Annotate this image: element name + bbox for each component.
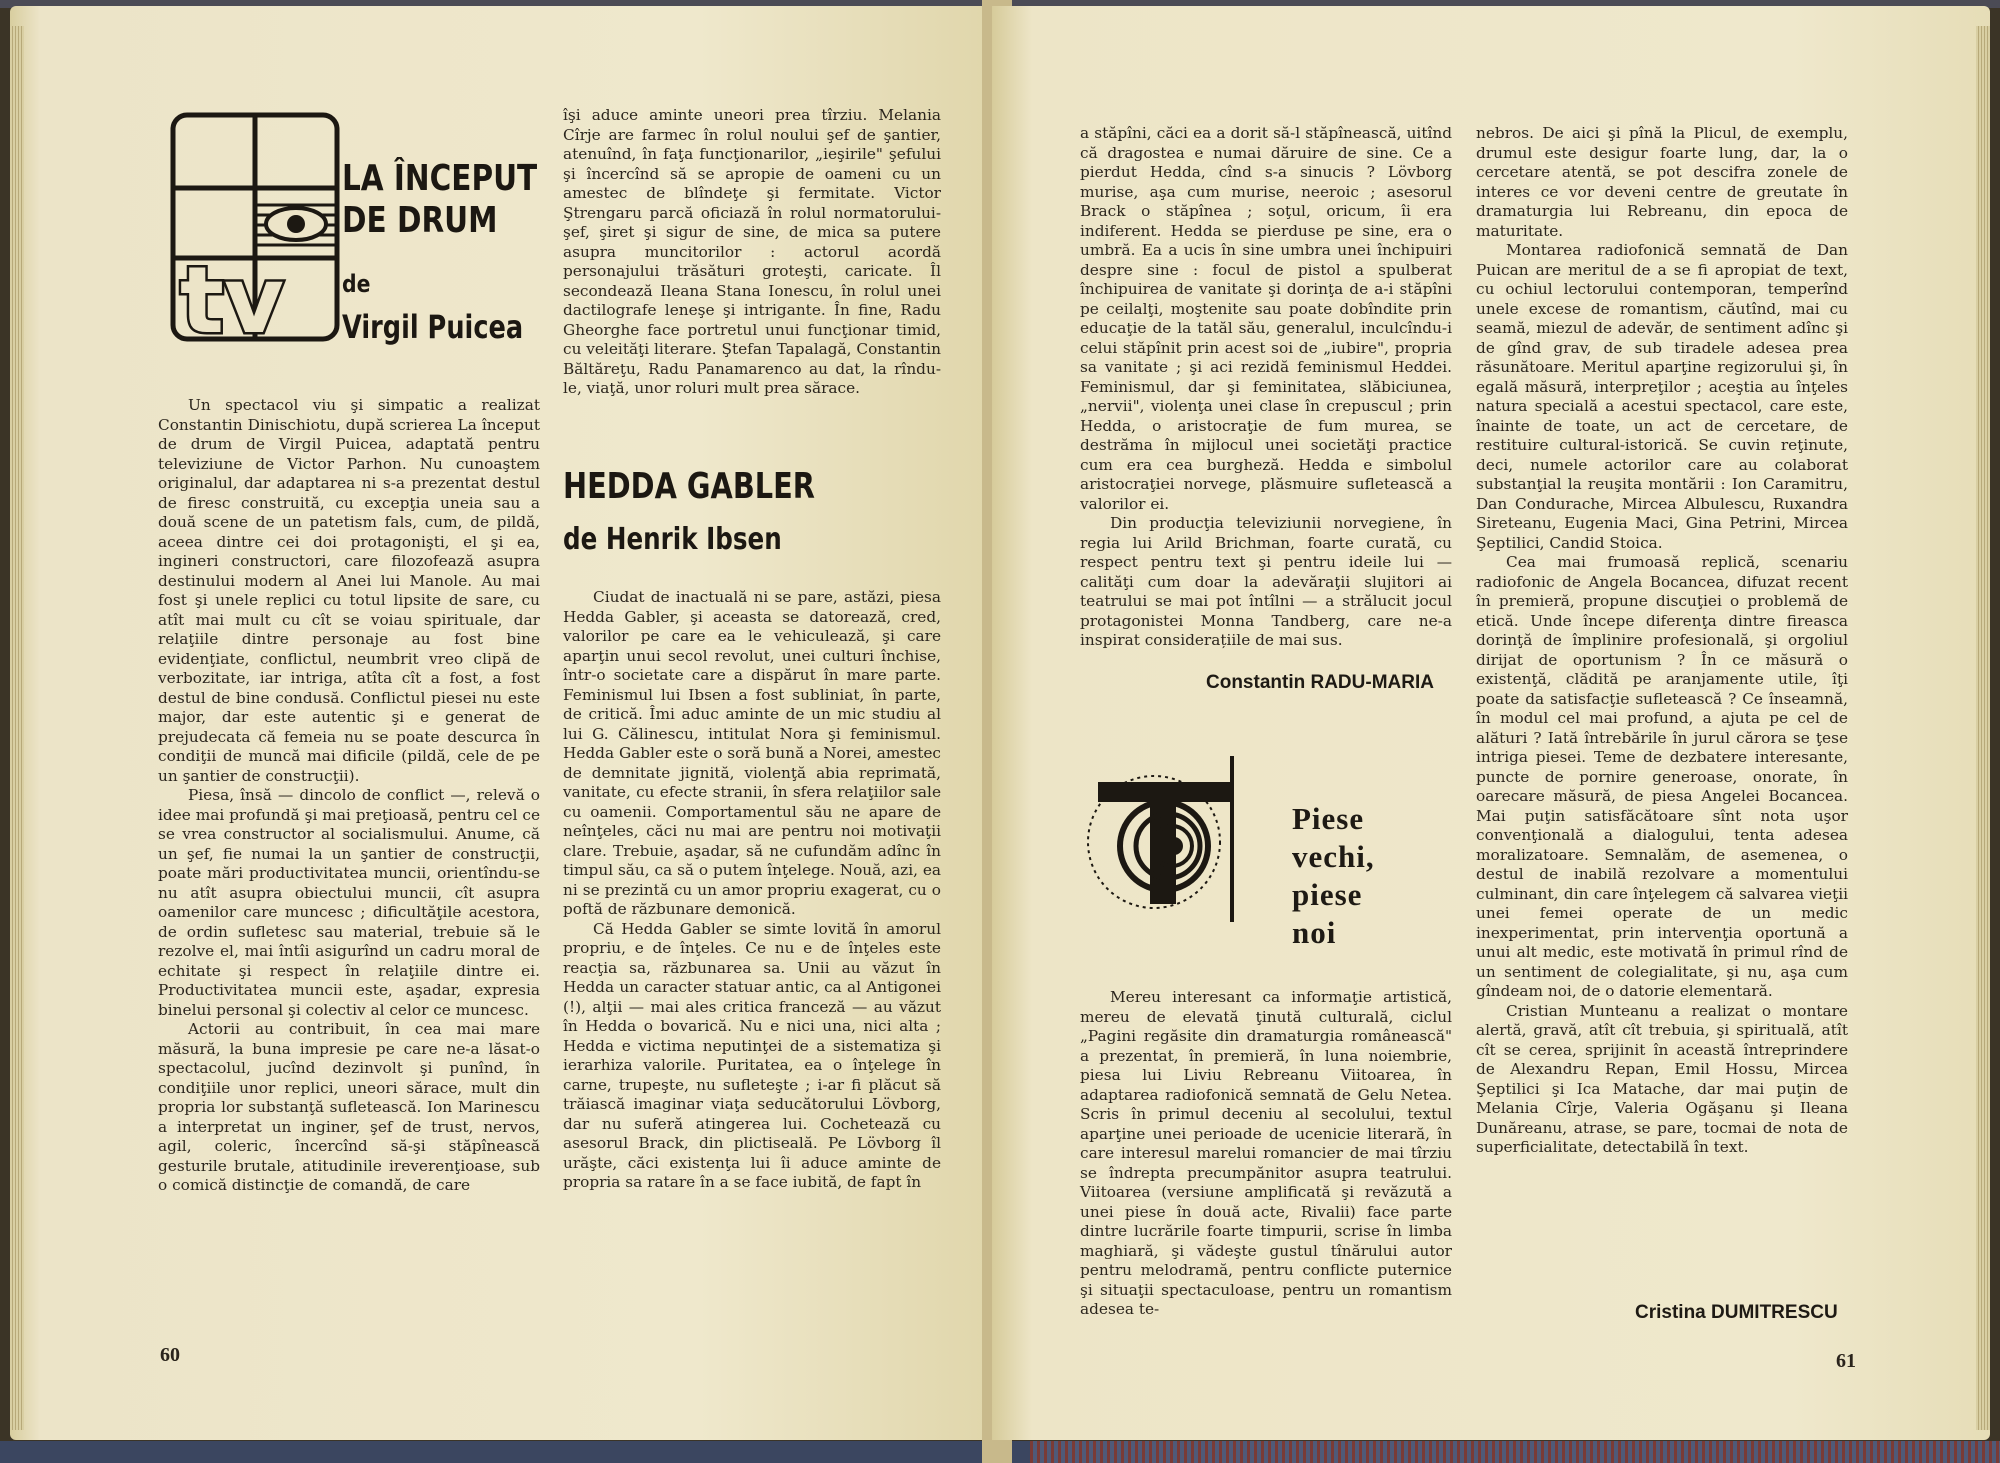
page-number: 60: [160, 1344, 180, 1366]
paragraph: Ciudat de inactuală ni se pare, astăzi, piesa Hedda Gabler, şi aceasta se datorează, cred, valorilor pe care ea le vehiculează, şi care aparţin unui secol revolut, unei culturi închise, într-o societate care a dispărut în mare parte. Feminismul lui Ibsen a fost subliniat, în parte, de critică. Îmi aduc aminte de un mic studiu al lui G. Călinescu, intitulat Nora şi feminismul. Hedda Gabler este o soră bună a Norei, amestec de demnitate jignită, violenţă abia reprimată, vanitate, cu efecte stranii, în sfera relaţiilor sale cu oamenii. Comportamentul său ne apare de neînţeles, căci nu mai are pentru noi motivaţii clare. Trebuie, aşadar, să ne cufundăm adînc în timpul său, ca să o putem înţelege. Nouă, azi, ea ni se prezintă cu un amor propriu exagerat, cu o poftă de răzbunare demonică.: [563, 588, 941, 918]
paragraph: Mereu interesant ca informaţie artistică, mereu de elevată ţinută culturală, ciclul „Pagini regăsite din dramaturgia românească" a prezentat, în premieră, în luna noiembrie, piesa lui Liviu Rebreanu Viitoarea, în adaptarea radiofonică semnată de Gelu Netea. Scris în primul deceniu al secolului, textul aparţine unei perioade de ucenicie literară, în care interesul marelui romancier de mai tîrziu se îndrepta precumpănitor asupra teatrului. Viitoarea (versiune amplificată şi revăzută a unei piese în două acte, Rivalii) face parte dintre lucrările foarte timpurii, scrise în limba maghiară, şi vădeşte gustul tînărului autor pentru melodramă, pentru conflicte puternice şi situaţii spectaculoase, pentru un romantism adesea te-: [1080, 988, 1452, 1318]
article-author: Virgil Puicea: [342, 308, 524, 346]
signature-dumitrescu: Cristina DUMITRESCU: [1635, 1302, 1838, 1323]
cover-cloth-pattern: [1030, 1441, 2000, 1463]
paragraph: Că Hedda Gabler se simte lovită în amorul propriu, e de înţeles. Ce nu e de înţeles este reacţia sa, răzbunarea sa. Unii au văzut în Hedda un caracter statuar antic, ca al Antigonei (!), alţii — mai ales critica franceză — au văzut în Hedda o bovarică. Nu e nici una, nici alta ; Hedda e victima neputinţei de a sistematiza şi ierarhiza valorile. Puritatea, ea o înţelege în carne, trupeşte, nu sufleteşte ; i-ar fi plăcut să trăiască imaginar viaţa seducătorului Lövborg, dar nu suferă atingerea lui. Cochetează cu asesorul Brack, din plictiseală. Pe Lövborg îl urăşte, căci existenţa lui îi aduce aminte de propria sa ratare în a se face iubită, de fapt în: [563, 919, 941, 1191]
tv-logo-icon: [170, 112, 340, 342]
signature-radu-maria: Constantin RADU-MARIA: [1206, 672, 1434, 693]
column-2-bottom: [563, 588, 941, 1193]
paragraph: Cea mai frumoasă replică, scenariu radiofonic de Angela Bocancea, difuzat recent în premieră, propune discuţiei o problemă de etică. Unde începe diferenţa dintre fireasca dorinţă de împlinire profesională, şi orgoliul dirijat de oportunism ? În ce măsură o existenţă, clădită pe aranjamente utile, îţi poate da satisfacţie sufletească ? Ce înseamnă, în modul cel mai profund, a ajuta pe cel de alături ? Iată întrebările în jurul cărora se ţese intriga piesei. Teme de dezbatere interesante, puncte de pornire generoase, onorate, în oarecare măsură, de piesa Angelei Bocancea. Mai puţin satisfăcătoare sînt nota uşor convenţională a dialogului, tenta adesea moralizatoare. Semnalăm, de asemenea, o destul de inabilă rezolvare a momentului culminant, din care înţelegem că salvarea vieţii unei femei operate de un medic inexperimentat, prin intervenţia oportună a unui alt medic, este motivată în primul rînd de un sentiment de colegialitate, şi nu, aşa cum gîndeam noi, de o datorie elementară.: [1476, 553, 1848, 1000]
right-page: [992, 6, 1990, 1440]
paragraph: îşi aduce aminte uneori prea tîrziu. Melania Cîrje are farmec în rolul noului şef de şantier, atenuînd, în faţa funcţionarilor, „ieşirile" şefului şi încercînd să se apropie de oameni cu un amestec de blîndeţe şi fermitate. Victor Ştrengaru parcă oficiază în rolul normatorului-şef, şiret şi sigur de sine, de mica sa putere asupra muncitorilor : actorul acordă personajului trăsături groteşti, caricate. Îl secondează Ileana Stana Ionescu, în rolul unei dactilografe leneşe şi intrigante. În fine, Radu Gheorghe face portretul unui funcţionar timid, cu veleităţi literare. Ştefan Tapalagă, Constantin Băltăreţu, Radu Panamarenco au dat, la rîndu-le, viaţă, unor roluri mult prea sărace.: [563, 106, 941, 397]
radio-piese-vechi-logo-icon: [1084, 754, 1234, 924]
article-subtitle-ibsen: de Henrik Ibsen: [563, 522, 782, 557]
article-byline-de: de: [342, 270, 371, 298]
left-page: [10, 6, 992, 1440]
column-3-bottom: [1080, 988, 1452, 1320]
article-title-hedda-gabler: HEDDA GABLER: [563, 466, 815, 507]
column-1: [158, 396, 540, 1196]
paragraph: Piesa, însă — dincolo de conflict —, relevă o idee mai profundă şi mai preţioasă, pentru cel ce se vrea constructor al socialismului. Anume, că un şef, fie numai la un şantier de construcţii, poate mări productivitatea muncii, orientîndu-se nu atît asupra obiectului muncii, cît asupra oamenilor care muncesc ; dificultăţile acestora, de ordin sufletesc sau material, trebuie să le rezolve el, mai întîi asigurînd un cadru moral de echitate şi respect în relaţiile dintre ei. Productivitatea muncii este, aşadar, expresia binelui personal şi colectiv al celor ce muncesc.: [158, 786, 540, 1019]
paragraph: nebros. De aici şi pînă la Plicul, de exemplu, drumul este desigur foarte lung, dar, la o cercetare atentă, se pot descifra zonele de interes ce vor deveni centre de greutate în dramaturgia lui Rebreanu, din epoca de maturitate.: [1476, 124, 1848, 240]
paragraph: Montarea radiofonică semnată de Dan Puican are meritul de a se fi apropiat de text, cu ochiul lectorului contemporan, temperînd unele excese de romantism, căutînd, mai cu seamă, miezul de adevăr, de sentiment adînc şi de gînd grav, de sub tiradele adesea prea răsunătoare. Meritul aparţine regizorului şi, în egală măsură, interpreţilor ; aceştia au înţeles natura specială a acestui spectacol, care este, înainte de toate, un act de cercetare, de restituire cultural-istorică. Se cuvin reţinute, deci, numele actorilor care au colaborat substanţial la reuşita montării : Ion Caramitru, Dan Condurache, Mircea Albulescu, Ruxandra Sireteanu, Eugenia Maci, Gina Petrini, Mircea Şeptilici, Candid Stoica.: [1476, 241, 1848, 552]
article-title-piese-vechi: Piese vechi, piese noi: [1292, 801, 1375, 950]
column-2-top: [563, 106, 941, 399]
page-number: 61: [1836, 1350, 1856, 1372]
paragraph: Din producţia televiziunii norvegiene, în regia lui Arild Brichman, foarte curată, cu respect pentru text şi pentru ideile lui — calităţi cum doar la adevăraţii slujitori ai teatrului se mai pot întîlni — a strălucit jocul protagonistei Monna Tandberg, care ne-a inspirat considerațiile de mai sus.: [1080, 514, 1452, 649]
paragraph: Actorii au contribuit, în cea mai mare măsură, la buna impresie pe care ne-a lăsat-o spectacolul, jucînd dezinvolt şi punînd, în condiţiile unor replici, uneori sărace, mult din propria lor substanţă sufletească. Ion Marinescu a interpretat un inginer, şef de trust, nervos, agil, coleric, încercînd să-şi stăpînească gesturile brutale, atitudinile ireverenţioase, sub o comică distincţie de comandă, de care: [158, 1020, 540, 1194]
article-title-la-inceput: LA ÎNCEPUT DE DRUM: [342, 158, 538, 241]
column-3-top: [1080, 124, 1452, 651]
svg-text:tv: tv: [180, 247, 284, 342]
paragraph: Cristian Munteanu a realizat o montare alertă, gravă, atît cît trebuia, şi spirituală, atît cît se cerea, sprijinit în această întreprindere de Alexandru Repan, Emil Hossu, Mircea Şeptilici şi Ica Matache, dar mai puţin de Melania Cîrje, Valeria Ogăşanu şi Ileana Dunăreanu, atrase, se pare, tocmai de nota de superficialitate, detectabilă în text.: [1476, 1001, 1848, 1156]
column-4: [1476, 124, 1848, 1158]
paragraph: a stăpîni, căci ea a dorit să-l stăpînească, uitînd că dragostea e numai dăruire de sine. Ce a pierdut Hedda, cînd s-a sinucis ? Lövborg murise, aşa cum murise, neeroic ; asesorul Brack o stăpînea ; soţul, oricum, îi era indiferent. Hedda se pierduse pe sine, era o umbră. Ea a ucis în sine umbra unei închipuiri despre sine : focul de pistol a spulberat închipuirea de vanitate şi dorinţa de a-i stăpîni pe ceilalţi, moştenite sau poate dobîndite prin educaţie de la tatăl său, generalul, inculcîndu-i celui stăpînit prin acest soi de „iubire", propria sa vanitate ; şi aci rezidă feminismul Heddei. Feminismul, dar şi feminitatea, slăbiciunea, „nervii", violenţa unei clase în crepuscul ; prin Hedda, o aristocraţie de fum murea, se destrăma în mijlocul unei societăţi practice cum era cea burgheză. Hedda e simbolul aristocraţiei norvege, plăsmuire sufletească a valorilor ei.: [1080, 124, 1452, 513]
paragraph: Un spectacol viu şi simpatic a realizat Constantin Dinischiotu, după scrierea La început de drum de Virgil Puicea, adaptată pentru televiziune de Victor Parhon. Nu cunoaştem originalul, dar adaptarea ni s-a prezentat destul de firesc construită, cu excepţia uneia sau a două scene de un patetism fals, cum, de pildă, aceea dintre cei doi protagonişti, el şi ea, ingineri constructori, care filozofează asupra destinului modern al Anei lui Manole. Au mai fost şi unele replici cu totul lipsite de sare, cu atît mai mult cu cît se voiau spirituale, dar relaţiile dintre personaje au fost bine evidenţiate, conflictul, neumbrit vreo clipă de verbozitate, iar intriga, atîta cît a fost, a fost destul de bine condusă. Conflictul piesei nu este major, dar este autentic şi e generat de prejudecata că femeia nu se poate descurca în condiţii de muncă mai dificile (pildă, cele de pe un şantier de construcţii).: [158, 396, 540, 785]
page-edge-right: [1976, 26, 1990, 1430]
page-edge-left: [10, 26, 24, 1430]
